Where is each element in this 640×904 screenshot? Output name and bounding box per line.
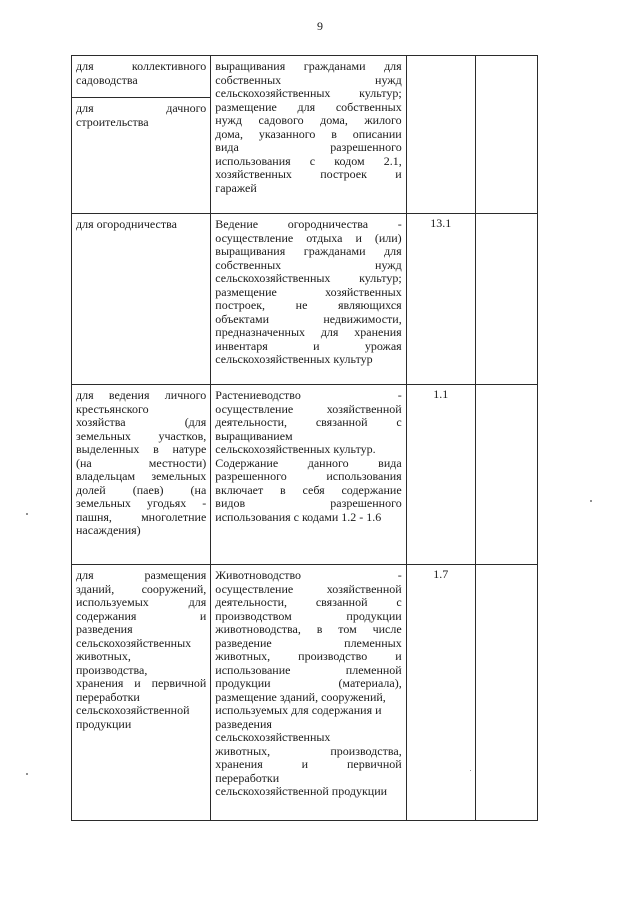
text-line (76, 637, 206, 651)
text-line (215, 340, 401, 354)
word: гаражей (215, 180, 257, 195)
text-line (215, 353, 401, 367)
word: для (297, 99, 316, 114)
word: себя (302, 482, 325, 497)
text-line (215, 182, 401, 196)
word: участков, (158, 428, 207, 443)
purpose-text (72, 98, 210, 129)
word: недвижимости, (323, 311, 402, 326)
word: животных, (215, 649, 271, 663)
word: осуществление (215, 581, 294, 596)
word: и (301, 757, 309, 771)
text-line (215, 664, 401, 678)
code-cell (406, 214, 475, 385)
text-line (76, 596, 206, 610)
text-line (215, 141, 401, 155)
word: использования с кодами 1.2 - 1.6 (215, 509, 382, 524)
word: объектами (215, 311, 270, 326)
word: Животноводство (215, 568, 302, 582)
word: для (188, 595, 207, 609)
word: первичной (151, 676, 207, 690)
word: зданий, (76, 581, 115, 596)
word: сооружений, (141, 581, 207, 596)
text-line (215, 650, 401, 664)
text-line (76, 484, 206, 498)
word: хозяйственных (325, 284, 402, 299)
word: указанного (258, 126, 316, 141)
word: использование (215, 662, 291, 677)
text-line (215, 87, 401, 101)
word: урожая (364, 338, 402, 353)
text-line (215, 731, 401, 745)
word: 2.1, (383, 153, 402, 168)
text-line (215, 610, 401, 624)
word: выращивания (215, 59, 286, 73)
purpose-text (72, 565, 210, 731)
word: осуществление (215, 401, 294, 416)
word: - (397, 388, 402, 402)
word: земельных (151, 469, 207, 483)
word: выделенных (76, 442, 140, 456)
text-line (215, 569, 401, 583)
word: Ведение (215, 217, 259, 231)
word: (материала), (338, 676, 402, 690)
text-line (215, 677, 401, 691)
text-line (215, 232, 401, 246)
text-line (215, 443, 401, 457)
text-line (215, 416, 401, 430)
purpose-cell (72, 214, 211, 385)
text-line (215, 101, 401, 115)
word: ведения (108, 388, 150, 402)
text-line (215, 286, 401, 300)
word: земельных (76, 496, 131, 510)
text-line (76, 623, 206, 637)
word: Растениеводство (215, 388, 301, 402)
word: разрешенного (215, 469, 287, 483)
word: разрешенного (330, 496, 402, 510)
word: для (384, 244, 402, 258)
word: построек (320, 167, 367, 181)
word: животных, (215, 743, 271, 758)
use-code: 1.1 (433, 387, 449, 401)
word: крестьянского (76, 401, 149, 416)
word: сельскохозяйственных культур. (215, 442, 376, 456)
text-line (215, 389, 401, 403)
word: для (76, 388, 94, 402)
word: гражданами (303, 59, 366, 73)
word: выращиванием (215, 428, 293, 443)
text-line (215, 637, 401, 651)
word: используемых (76, 595, 149, 609)
word: размещения (144, 568, 207, 582)
word: для (320, 325, 339, 339)
text-line (215, 114, 401, 128)
word: разведение (215, 635, 272, 650)
word: для (384, 59, 402, 73)
text-line (76, 470, 206, 484)
scan-speck (590, 500, 592, 502)
purpose-text (72, 385, 210, 538)
word: переработки (76, 689, 140, 704)
text-line (76, 218, 206, 232)
text-line (76, 102, 206, 116)
word: огородничества (287, 217, 369, 231)
word: разведения (76, 622, 133, 636)
page-number: 9 (317, 19, 323, 33)
text-line (76, 443, 206, 457)
text-line (215, 704, 401, 718)
word: предназначенных (215, 325, 306, 339)
text-line (215, 128, 401, 142)
word: и (313, 338, 320, 353)
word: осуществление (215, 230, 294, 245)
word: хозяйственной (326, 401, 402, 416)
word: сельскохозяйственной продукции (215, 784, 388, 798)
word: переработки (215, 770, 280, 785)
table-row (72, 565, 538, 821)
text-line (215, 168, 401, 182)
purpose-cell (72, 385, 211, 565)
text-line (215, 745, 401, 759)
word: для (76, 101, 94, 115)
word: хранения (354, 325, 402, 339)
text-line (76, 497, 206, 511)
table-row (72, 385, 538, 565)
word: владельцам (76, 469, 136, 483)
word: хозяйственной (326, 581, 402, 596)
scan-speck (26, 513, 28, 515)
text-line (215, 313, 401, 327)
word: животноводства, (215, 622, 301, 636)
word: насаждения) (76, 523, 141, 537)
word: с (396, 595, 402, 609)
word: собственных (215, 257, 282, 272)
word: (или) (374, 230, 402, 245)
use-code: 13.1 (430, 216, 452, 230)
word: строительства (76, 114, 149, 129)
text-line (76, 511, 206, 525)
word: (на (76, 455, 92, 470)
text-line (76, 403, 206, 417)
description-text (211, 214, 405, 367)
text-line (76, 704, 206, 718)
word: продукции (76, 716, 132, 731)
text-line (215, 596, 401, 610)
text-line (215, 218, 401, 232)
word: нужд (375, 72, 402, 87)
word: - (397, 568, 402, 582)
text-line (215, 74, 401, 88)
word: и (199, 608, 207, 623)
word: связанной (315, 415, 368, 429)
word: сельскохозяйственных (215, 730, 331, 744)
word: Содержание (215, 455, 279, 470)
description-text (211, 385, 405, 524)
text-line (76, 664, 206, 678)
text-line (76, 650, 206, 664)
description-cell (211, 56, 406, 214)
word: нужд (215, 113, 242, 127)
text-line (215, 583, 401, 597)
word: числе (372, 622, 402, 636)
text-line (215, 718, 401, 732)
word: связанной (315, 595, 368, 609)
text-line (215, 484, 401, 498)
word: размещение (215, 284, 277, 299)
text-line (215, 497, 401, 511)
word: (паев) (132, 482, 164, 497)
notes-cell (475, 214, 537, 385)
word: сельскохозяйственных культур (215, 352, 373, 366)
use-code (407, 56, 475, 59)
text-line (215, 470, 401, 484)
description-cell (211, 565, 406, 821)
word: хранения (76, 676, 124, 690)
word: содержание (341, 482, 402, 497)
word: культур; (359, 86, 402, 100)
word: описании (352, 126, 402, 141)
word: местности) (148, 455, 207, 470)
word: садового (258, 113, 304, 127)
description-text (211, 565, 405, 799)
notes-cell (475, 565, 537, 821)
word: дома, (320, 113, 348, 127)
text-line (215, 259, 401, 273)
word: в (316, 622, 323, 636)
word: для (76, 568, 94, 582)
word: сельскохозяйственной (76, 703, 190, 717)
word: и (134, 676, 141, 690)
text-line (215, 457, 401, 471)
text-line (76, 718, 206, 732)
word: садоводства (76, 72, 138, 87)
word: вида (215, 140, 239, 154)
word: сельскохозяйственных (215, 86, 331, 100)
word: коллективного (131, 59, 207, 73)
word: и (355, 230, 362, 245)
word: размещение (215, 99, 277, 114)
text-line (215, 772, 401, 786)
text-line (76, 74, 206, 88)
text-line (76, 610, 206, 624)
word: дома, (215, 126, 244, 141)
text-line (76, 691, 206, 705)
word: отдыха (306, 230, 343, 245)
text-line (215, 155, 401, 169)
text-line (215, 758, 401, 772)
text-line (215, 623, 401, 637)
word: инвентаря (215, 338, 268, 353)
word: гражданами (303, 244, 366, 258)
word: собственных (335, 99, 402, 114)
text-line (76, 569, 206, 583)
word: использования (215, 153, 291, 168)
description-cell (211, 385, 406, 565)
description-cell (211, 214, 406, 385)
use-code: 1.7 (433, 567, 449, 581)
table-row (72, 214, 538, 385)
word: земельных (76, 428, 131, 443)
word: и (395, 167, 402, 181)
word: племенных (344, 635, 402, 650)
text-line (76, 677, 206, 691)
word: том (338, 622, 357, 636)
word: производства, (76, 662, 148, 677)
word: жилого (364, 113, 402, 127)
word: (на (190, 482, 207, 497)
word: сельскохозяйственных (215, 271, 331, 285)
text-line (215, 430, 401, 444)
word: являющихся (338, 298, 402, 312)
text-line (215, 326, 401, 340)
text-line (76, 583, 206, 597)
word: - (202, 496, 207, 510)
word: личного (164, 388, 207, 402)
word: собственных (215, 72, 282, 87)
word: хранения (215, 757, 263, 771)
word: включает (215, 482, 264, 497)
word: не (295, 298, 308, 312)
word: в (331, 126, 337, 141)
word: кодом (334, 153, 365, 168)
text-line (76, 524, 206, 538)
text-line (76, 457, 206, 471)
word: производства, (330, 743, 402, 758)
word: в (153, 442, 159, 456)
word: размещение зданий, сооружений, (215, 689, 386, 704)
word: дачного (166, 101, 207, 115)
word: хозяйственных (215, 167, 292, 181)
word: - (397, 217, 402, 231)
word: используемых для содержания и (215, 703, 382, 717)
word: с (396, 415, 402, 429)
text-line (215, 511, 401, 525)
word: для (76, 59, 94, 73)
word: пашня, (76, 509, 112, 524)
word: натуре (172, 442, 207, 456)
purpose-text (72, 214, 210, 232)
code-cell (406, 385, 475, 565)
word: племенной (345, 662, 402, 677)
word: продукции (215, 676, 271, 690)
description-text (211, 56, 405, 195)
word: в (280, 482, 286, 497)
text-line (215, 272, 401, 286)
code-cell (406, 56, 475, 214)
word: данного (307, 455, 349, 470)
purpose-cell (72, 56, 211, 214)
code-cell (406, 565, 475, 821)
notes-cell (475, 56, 537, 214)
word: многолетние (141, 509, 207, 524)
text-line (76, 416, 206, 430)
text-line (215, 691, 401, 705)
text-line (76, 389, 206, 403)
word: угодьях (146, 496, 187, 510)
land-use-table (71, 55, 538, 821)
word: вида (378, 455, 402, 470)
word: производство (298, 649, 368, 663)
word: продукции (346, 608, 402, 623)
word: для огородничества (76, 217, 177, 231)
text-line (76, 430, 206, 444)
table-row (72, 56, 538, 214)
word: с (309, 153, 316, 168)
purpose-text (72, 56, 210, 87)
text-line (76, 60, 206, 74)
word: разведения (215, 716, 272, 731)
word: долей (76, 482, 106, 497)
word: первичной (346, 757, 402, 771)
word: построек, (215, 298, 266, 312)
word: и (395, 649, 402, 663)
word: выращивания (215, 244, 286, 258)
text-line (76, 116, 206, 130)
word: деятельности, (215, 595, 287, 609)
scan-speck (470, 770, 471, 771)
word: хозяйства (76, 415, 126, 429)
word: видов (215, 496, 246, 510)
word: разрешенного (330, 140, 402, 154)
text-line (215, 60, 401, 74)
word: животных, (76, 649, 131, 663)
word: сельскохозяйственных (76, 635, 192, 650)
word: культур; (359, 271, 402, 285)
text-line (215, 245, 401, 259)
word: (для (184, 415, 207, 429)
notes-cell (475, 385, 537, 565)
text-line (215, 299, 401, 313)
word: деятельности, (215, 415, 287, 429)
word: содержания (76, 608, 137, 623)
text-line (215, 785, 401, 799)
scan-speck (26, 773, 28, 775)
word: использования (326, 469, 402, 483)
word: нужд (375, 257, 402, 272)
word: производством (215, 608, 292, 623)
purpose-cell (72, 565, 211, 821)
text-line (215, 403, 401, 417)
